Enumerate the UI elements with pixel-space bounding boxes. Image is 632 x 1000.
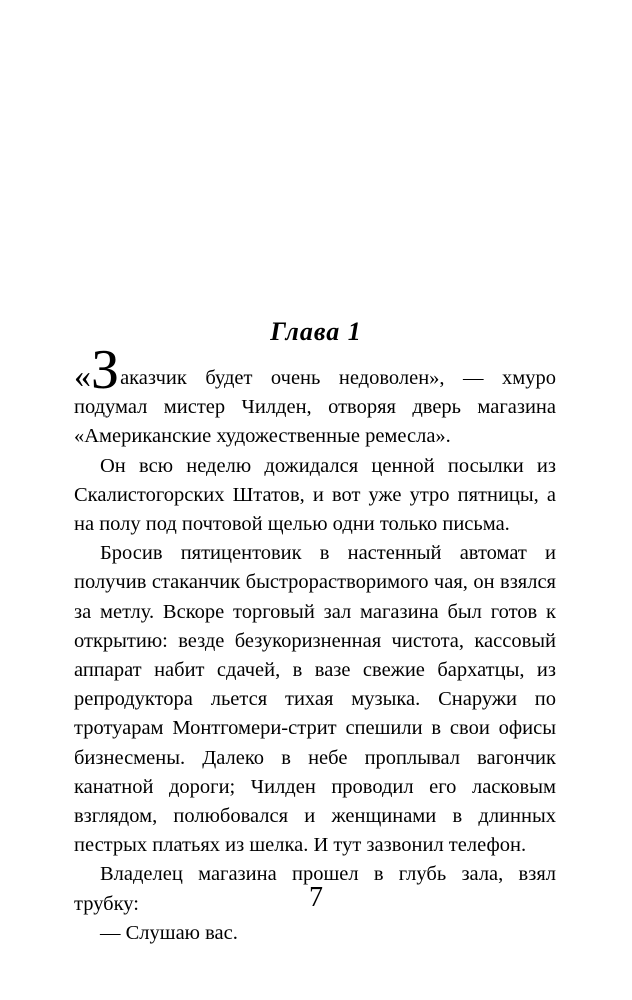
chapter-body — [74, 339, 556, 948]
drop-cap-letter: З — [91, 339, 120, 401]
opening-quote-mark: « — [74, 358, 91, 395]
paragraph-4: Владелец магазина прошел в глубь зала, взял трубку: — [74, 863, 556, 915]
page-number: 7 — [309, 882, 323, 913]
chapter-title: Глава 1 — [270, 317, 362, 346]
paragraph-2: Он всю неделю дожидался ценной посылки из Скалистогорских Штатов, и вот уже утро пятницы, а на полу под почтовой щелью одни только письма. — [74, 454, 556, 536]
paragraph-1 — [74, 339, 556, 452]
paragraph-3: Бросив пятицентовик в настенный автомат и получив стаканчик быстрорастворимого чая, он взялся за метлу. Вскоре торговый зал магазина был готов к открытию: везде безукоризненная чистота, кассовый аппарат набит сдачей, в вазе свежие бархатцы, из репродуктора льется тихая музыка. Снаружи по тротуарам Монтгомери-стрит спешили в свои офисы бизнесмены. Далеко в небе проплывал вагончик канатной дороги; Чилден проводил его ласковым взглядом, полюбовался и женщинами в длинных пестрых платьях из шелка. И тут зазвонил телефон. — [74, 542, 556, 857]
paragraph-1-text: аказчик будет очень недоволен», — хмуро подумал мистер Чилден, отворяя дверь магазина «Американские художественные ремесла». — [74, 367, 556, 448]
paragraph-5: — Слушаю вас. — [100, 921, 238, 944]
